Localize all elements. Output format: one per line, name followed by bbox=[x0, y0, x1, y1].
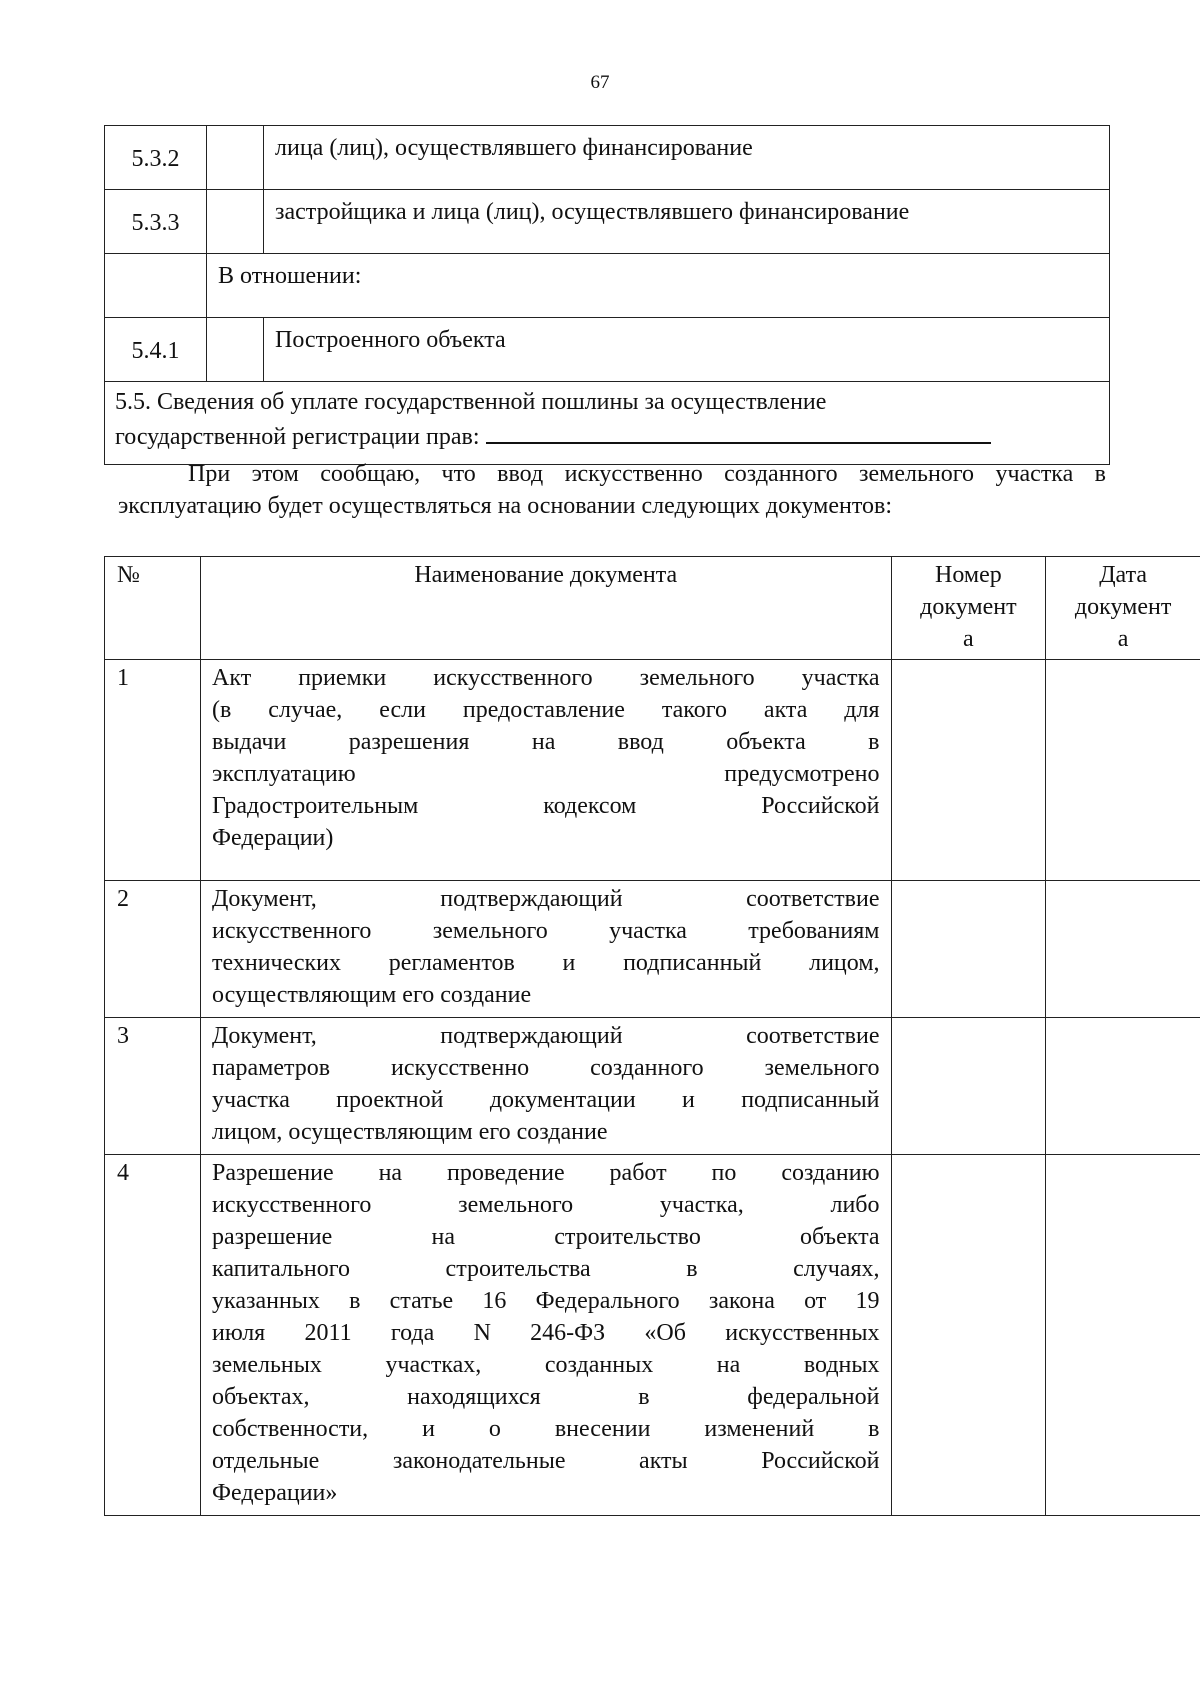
table-row bbox=[105, 1018, 1200, 1155]
document-name-line: параметров искусственно созданного земельного bbox=[212, 1055, 880, 1081]
empty-code-cell bbox=[105, 254, 207, 318]
document-name-line: осуществляющим его создание bbox=[212, 982, 532, 1008]
intro-paragraph: При этом сообщаю, что ввод искусственно созданного земельного участка в эксплуатацию будет осуществляться на основании следующих документов: bbox=[118, 461, 1106, 519]
document-name-line: Акт приемки искусственного земельного участка bbox=[212, 665, 880, 691]
state-fee-line2: государственной регистрации прав: bbox=[115, 424, 480, 450]
document-name-line: лицом, осуществляющим его создание bbox=[212, 1119, 608, 1145]
header-document-date-line3: а bbox=[1117, 626, 1129, 652]
header-document-date-line1: Дата bbox=[1099, 562, 1148, 588]
row-number: 3 bbox=[105, 1018, 201, 1155]
document-name-line: капитального строительства в случаях, bbox=[212, 1256, 880, 1282]
document-name-line: искусственного земельного участка, либо bbox=[212, 1192, 880, 1218]
document-number-cell[interactable] bbox=[891, 660, 1046, 881]
checkbox-cell[interactable] bbox=[207, 126, 264, 190]
row-text: застройщика и лица (лиц), осуществлявшего финансирование bbox=[264, 190, 1110, 254]
checkbox-cell[interactable] bbox=[207, 190, 264, 254]
row-code: 5.4.1 bbox=[105, 318, 207, 382]
document-number-cell[interactable] bbox=[891, 1018, 1046, 1155]
in-relation-label: В отношении: bbox=[207, 254, 1110, 318]
header-document-number bbox=[891, 557, 1046, 660]
document-name-line: объектах, находящихся в федеральной bbox=[212, 1384, 880, 1410]
table-row bbox=[105, 254, 1110, 318]
table-row bbox=[105, 126, 1110, 190]
document-date-cell[interactable] bbox=[1046, 660, 1200, 881]
document-name-line: участка проектной документации и подписанный bbox=[212, 1087, 880, 1113]
document-name-line: эксплуатацию предусмотрено bbox=[212, 761, 880, 787]
row-text: Построенного объекта bbox=[264, 318, 1110, 382]
document-date-cell[interactable] bbox=[1046, 1018, 1200, 1155]
registration-details-table bbox=[104, 125, 1110, 465]
row-number: 2 bbox=[105, 881, 201, 1018]
header-number-sign: № bbox=[105, 557, 201, 660]
table-header-row bbox=[105, 557, 1200, 660]
document-name bbox=[201, 1155, 891, 1516]
document-date-cell[interactable] bbox=[1046, 881, 1200, 1018]
document-name-line: выдачи разрешения на ввод объекта в bbox=[212, 729, 880, 755]
document-name-line: июля 2011 года N 246-ФЗ «Об искусственных bbox=[212, 1320, 880, 1346]
document-name-line: Федерации» bbox=[212, 1480, 338, 1506]
state-fee-line1: 5.5. Сведения об уплате государственной пошлины за осуществление bbox=[115, 389, 827, 415]
documents-table bbox=[104, 556, 1200, 1516]
document-name-line: земельных участках, созданных на водных bbox=[212, 1352, 880, 1378]
document-name-line: собственности, и о внесении изменений в bbox=[212, 1416, 880, 1442]
header-document-date-line2: документ bbox=[1074, 594, 1172, 620]
document-name-line: разрешение на строительство объекта bbox=[212, 1224, 880, 1250]
document-name-line: указанных в статье 16 Федерального закона от 19 bbox=[212, 1288, 880, 1314]
header-document-number-line3: а bbox=[963, 626, 974, 652]
document-name-line: Разрешение на проведение работ по созданию bbox=[212, 1160, 880, 1186]
row-code: 5.3.2 bbox=[105, 126, 207, 190]
header-document-number-line1: Номер bbox=[935, 562, 1002, 588]
document-name-line: Документ, подтверждающий соответствие bbox=[212, 886, 880, 912]
document-name-line: Документ, подтверждающий соответствие bbox=[212, 1023, 880, 1049]
page-number: 67 bbox=[590, 72, 610, 93]
header-document-number-line2: документ bbox=[920, 594, 1017, 620]
document-name-line: Градостроительным кодексом Российской bbox=[212, 793, 880, 819]
document-name bbox=[201, 881, 891, 1018]
document-name-line: (в случае, если предоставление такого акта для bbox=[212, 697, 880, 723]
document-name bbox=[201, 660, 891, 881]
table-row bbox=[105, 318, 1110, 382]
header-document-name: Наименование документа bbox=[201, 557, 891, 660]
table-row bbox=[105, 190, 1110, 254]
document-number-cell[interactable] bbox=[891, 1155, 1046, 1516]
checkbox-cell[interactable] bbox=[207, 318, 264, 382]
document-name-line: Федерации) bbox=[212, 825, 334, 851]
state-fee-blank[interactable] bbox=[486, 418, 991, 444]
document-date-cell[interactable] bbox=[1046, 1155, 1200, 1516]
row-number: 1 bbox=[105, 660, 201, 881]
row-code: 5.3.3 bbox=[105, 190, 207, 254]
table-row bbox=[105, 660, 1200, 881]
row-text: лица (лиц), осуществлявшего финансирование bbox=[264, 126, 1110, 190]
document-name-line: искусственного земельного участка требованиям bbox=[212, 918, 880, 944]
document-name-line: технических регламентов и подписанный лицом, bbox=[212, 950, 880, 976]
document-name-line: отдельные законодательные акты Российской bbox=[212, 1448, 880, 1474]
table-row bbox=[105, 382, 1110, 465]
state-fee-cell bbox=[105, 382, 1110, 465]
table-row bbox=[105, 881, 1200, 1018]
document-name bbox=[201, 1018, 891, 1155]
row-number: 4 bbox=[105, 1155, 201, 1516]
table-row bbox=[105, 1155, 1200, 1516]
document-number-cell[interactable] bbox=[891, 881, 1046, 1018]
header-document-date bbox=[1046, 557, 1200, 660]
